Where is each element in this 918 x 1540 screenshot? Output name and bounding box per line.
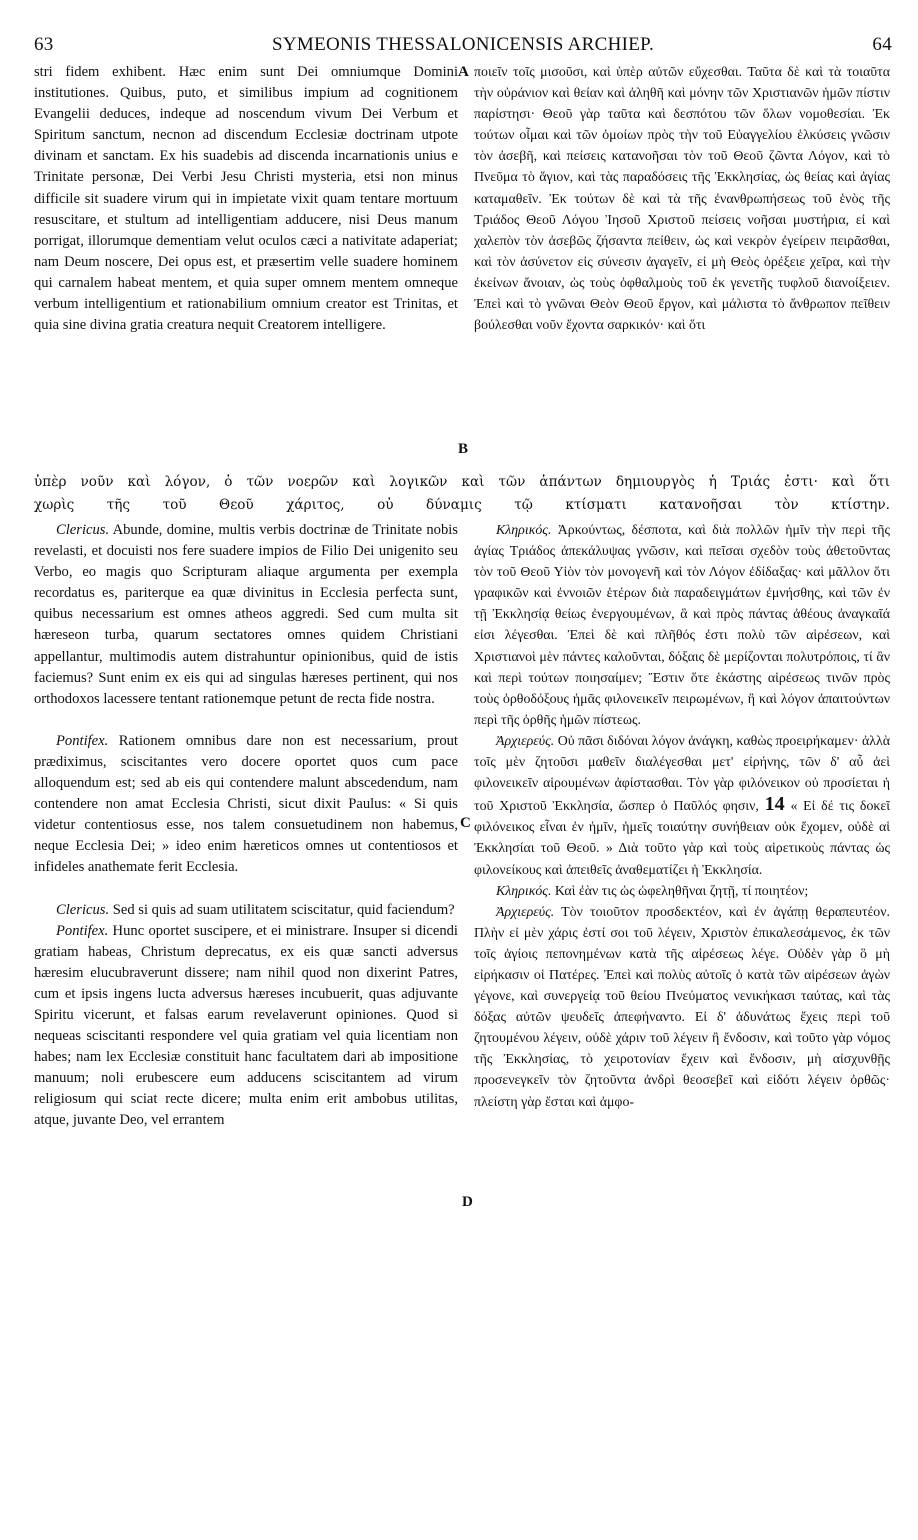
running-title: SYMEONIS THESSALONICENSIS ARCHIEP.: [272, 34, 654, 55]
greek-paragraph: ποιεῖν τοῖς μισοῦσι, καὶ ὑπὲρ αὐτῶν εὔχεσθαι. Ταῦτα δὲ καὶ τὰ τοιαῦτα τὴν οὐράνιον καὶ θείαν καὶ ἀληθῆ καὶ μόνην τῶν Χριστιανῶν ἡμῶν πίστιν παρίστησι· Θεοῦ γὰρ ταῦτα καὶ δεσπότου τῶν ὅλων νομοθεσίαι. Ἐκ τούτων οἶμαι καὶ τῶν ὁμοίων πρὸς τὴν τοῦ Εὐαγγελίου ἑλκύσεις γνῶσιν τὸν ἀσεβῆ, καὶ πείσεις κατανοῆσαι τὸν τοῦ Θεοῦ ζῶντα Λόγον, καὶ τὸ Πνεῦμα τὸ ἅγιον, καὶ τὰς παραδόσεις τῆς Ἐκκλησίας, ὡς θείας καὶ ἁγίας καταμαθεῖν. Ἐκ τούτων δὲ καὶ τὰ τῆς ἐνανθρωπήσεως τοῦ ἑνὸς τῆς Τριάδος Θεοῦ Λόγου Ἰησοῦ Χριστοῦ πείσεις νοῆσαι μυστήρια, εἰ καὶ χαλεπὸν τὸν ἀσεβῶς ζήσαντα πείθειν, ὡς καὶ νεκρὸν ἐγείρειν πειρᾶσθαι, καὶ τὸν ἀσύνετον εἰς σύνεσιν ἀγαγεῖν, εἰ μὴ Θεὸς ὀρέξειε χεῖρα, καὶ τὴν ἐκείνων ἄνοιαν, ὡς τοὺς ὀφθαλμοὺς τοῦ ἐκ γενετῆς τυφλοῦ διανοίξειεν. Ἐπεὶ καὶ τὸ γνῶναι Θεὸν Θεοῦ ἔργον, καὶ μάλιστα τὸ ἄνθρωπον πεῖθειν βούλεσθαι νοῦν ἔχοντα σαρκικόν· καὶ ὅτι: [474, 65, 890, 334]
speaker-label: Ἀρχιερεύς.: [496, 904, 555, 920]
speaker-label: Clericus.: [56, 901, 110, 918]
latin-column-top: [34, 62, 458, 468]
inline-section-number: 14: [764, 793, 785, 816]
speaker-label: Pontifex.: [56, 732, 109, 749]
greek-dialogue-klerikos-2: [474, 881, 890, 902]
speaker-label: Clericus.: [56, 522, 110, 538]
speech-text: Οὐ πᾶσι διδόναι λόγον ἀνάγκη, καθὼς προειρήκαμεν· ἀλλὰ τοῖς μὲν ζητοῦσι μαθεῖν διαλέγεσθαι μετ' εἰρήνης, τῶν δ' αὖ ἀεὶ φιλονεικεῖν αἱρουμένων ἀφίστασθαι. Τὸν γὰρ φιλόνεικον οὐ προσίεται ἡ τοῦ Χριστοῦ Ἐκκλησία, ὥσπερ ὁ Παῦλός φησιν,: [474, 733, 890, 815]
speech-text: Hunc oportet suscipere, et ei ministrare. Insuper si dicendi gratiam habeas, Christum deprecatus, ex eis quæ sancti adversus hæresim elucubraverunt dissere; nam nihil quod non dixerint Patres, cum et ipsis ingens lucta adversus hæreses incubuerit, quas adjuvante Spiritu vicerunt, et falsas earum revelaverunt opiniones. Quod si nequeas sciscitanti respondere vel quia gratiam vel quia licentiam non habes; nam lex Ecclesiæ constituit hanc facultatem dari ab impositione manuum; noli erubescere eum adducens sciscitantem ad virum religiosum qui sciat recte dicere; multa enim erit ambobus utilitas, atque, juvante Deo, vel errantem: [34, 922, 458, 1129]
latin-dialogue-clericus-2: [34, 900, 458, 921]
section-marker-c: C: [460, 815, 471, 831]
speech-text: Abunde, domine, multis verbis doctrinæ de Trinitate nobis revelasti, et docuisti nos fere suadere impios de Filio Dei unigenito seu Verbo, eo magis quo Scripturam aliaque argumenta per exempla recordatus es, pariterque ea quæ divinitus in Ecclesia perfecta sunt, quibus necessarium est omnes atheos aggredi. Sed cum multa sit hæreseon turba, quarum sectatores omnes quidem Christiani appellantur, multimodis autem distrahuntur opinionibus, quid de istis faciemus? Sunt enim ex eis qui ad singulas hæreses pertinent, qui nos orthodoxos lacessere tentant rationemque petunt de recta fide nostra.: [34, 522, 458, 707]
speaker-label: Κληρικός.: [496, 883, 552, 899]
speaker-label: Ἀρχιερεύς.: [496, 733, 555, 749]
latin-dialogue-clericus-1: [34, 520, 458, 710]
greek-span-line-1: ὑπὲρ νοῦν καὶ λόγον, ὁ τῶν νοερῶν καὶ λογικῶν καὶ τῶν ἁπάντων δημιουργὸς ἡ Τριάς ἐστι· καὶ ὅτι: [34, 474, 890, 490]
speech-text: Καὶ ἐὰν τις ὡς ὠφεληθῆναι ζητῇ, τί ποιητέον;: [551, 883, 809, 899]
speech-text-cont: « Εἰ δέ τις δοκεῖ φιλόνεικος εἶναι ἐν ἡμῖν, ἡμεῖς τοιαύτην συνήθειαν οὐκ ἔχομεν, οὐδὲ αἱ Ἐκκλησίαι τοῦ Θεοῦ. » Διὰ τοῦτο γὰρ καὶ τοὺς αἱρετικοὺς πάντας ὡς φιλονείκους καὶ ἀπειθεῖς ἀναθεματίζει ἡ Ἐκκλησία.: [474, 799, 890, 878]
page-number-right: 64: [872, 34, 892, 55]
latin-dialogue-pontifex-1: [34, 731, 458, 879]
greek-dialogue-archiereus-1: [474, 731, 890, 881]
latin-dialogue-pontifex-2: [34, 921, 458, 1132]
speaker-label: Pontifex.: [56, 922, 109, 939]
greek-span-line-2: χωρὶς τῆς τοῦ Θεοῦ χάριτος, οὐ δύναμις τῷ κτίσματι κατανοῆσαι τὸν κτίστην.: [34, 497, 890, 513]
speech-text: Ἀρκούντως, δέσποτα, καὶ διὰ πολλῶν ἡμῖν τὴν περὶ τῆς ἁγίας Τριάδος ἀπεκάλυψας γνῶσιν, καὶ πεῖσαι σχεδὸν τοὺς ἀθετοῦντας τὸν τοῦ Θεοῦ Υἱὸν τὸν μονογενῆ καὶ τὸν Λόγον ἐδίδαξας· καὶ μᾶλλον ὅτι γραφικῶν καὶ ἐννοιῶν ἑτέρων διὰ παραδειγμάτων ἐμνήσθης, καὶ τῶν ἐν τῇ Ἐκκλησίᾳ θείως ἐνεργουμένων, ἃ καὶ πρὸς πάντας ἀθέους ἀναγκαῖά εἰσι λέγεσθαι. Ἐπεὶ δὲ καὶ πλῆθός ἐστι πολὺ τῶν αἱρέσεων, καὶ Χριστιανοὶ μὲν πάντες καλοῦνται, δόξαις δὲ μερίζονται πολυτρόποις, τί ἂν καὶ περὶ τούτων ποιησαίμεν; Ἔστιν ὅτε ἑκάστης αἱρέσεως τινῶν πρὸς τοὺς ὀρθοδόξους ἡμᾶς φιλονεικεῖν πειρωμένων, ἢ καὶ λόγον ἀπαιτούντων περὶ τῆς ὀρθῆς ἡμῶν πίστεως.: [474, 523, 890, 728]
speech-text: Sed si quis ad suam utilitatem sciscitatur, quid faciendum?: [109, 901, 455, 918]
section-marker-b: B: [458, 441, 469, 457]
speaker-label: Κληρικός.: [496, 523, 552, 538]
section-marker-d: D: [462, 1194, 473, 1210]
greek-column-bottom: [474, 520, 890, 1520]
running-header: [34, 34, 892, 58]
speech-text: Τὸν τοιοῦτον προσδεκτέον, καὶ ἐν ἀγάπῃ θεραπευτέον. Πλὴν εἰ μὲν χάρις ἐστί σοι τοῦ λέγειν, Χριστὸν ἐπικαλεσάμενος, ἐκ τῶν τοῖς ἁγίοις πεπονημένων κατὰ τῆς αἱρέσεως λέγε. Οὐδὲν γὰρ ὃ μὴ εἰρήκασιν οἱ Πατέρες. Ἐπεὶ καὶ πολὺς αὐτοῖς ὁ κατὰ τῶν αἱρέσεων ἀγὼν γέγονε, καὶ συνεργείᾳ τοῦ θείου Πνεύματος νενικήκασι ταύτας, καὶ τὰς δόξας αὐτῶν ψευδεῖς ἀπεφήναντο. Εἰ δ' ἀδυνάτως ἔχεις περὶ τοῦ ζητουμένου λέγειν, οὐδὲ χάριν τοῦ λέγειν ἢ ἔνδοσιν, καὶ τοῦτο γὰρ νόμος τῆς Ἐκκλησίας, τὸ χειροτονίαν ἔχειν καὶ ἔνδοσιν, μὴ αἰσχυνθῇς προσενεγκεῖν τὸν ζητοῦντα ἀνδρὶ θεοσεβεῖ καὶ εἰδότι λέγειν ὀρθῶς· πλείστη γὰρ ἔσται καὶ ἀμφο-: [474, 904, 890, 1110]
greek-column-top: [474, 62, 890, 468]
speech-text: Rationem omnibus dare non est necessarium, prout prædiximus, sciscitantes vero docere oportet quos cum pace alloquendum est; sed ab eis qui contendere malunt abscedendum, nam contendere non amat Ecclesia Christi, sicut dixit Paulus: « Si quis videtur contentiosus esse, nos talem consuetudinem non habemus, neque Ecclesia Dei; » ideo enim hæreticos omnes ut contentiosos et infideles anathemate ferit Ecclesia.: [34, 732, 458, 876]
page-number-left: 63: [34, 34, 54, 55]
section-marker-a: A: [458, 64, 469, 80]
greek-dialogue-archiereus-2: [474, 902, 890, 1113]
latin-paragraph: stri fidem exhibent. Hæc enim sunt Dei omniumque Domini institutiones. Quibus, puto, et similibus impium ad cognitionem Evangelii deduces, indeque ad noscendum vivum Dei Verbum et Spiritum sanctum, necnon ad discendum Ecclesiæ doctrinam utpote divinam et sanctam. Ex his suadebis ad discenda incarnationis unius e Trinitate personæ, Dei Verbi Jesu Christi mysteria, etsi non minus difficile sit suadere virum qui in impietate vixit quam tentare mortuum resuscitare, et stultum ad intelligentiam adducere, nisi Deus manum porrigat, illorumque dementiam velut oculos cæci a nativitate adaperiat; nam Deum noscere, Dei opus est, et præsertim velle suadere hominem qui carnalem habeat mentem, et quia super omnem mentem omneque verbum intelligentium et rationabilium omnium creator est Trinitas, et quia sine divina gratia creatura nequit Creatorem intelligere.: [34, 64, 458, 334]
greek-dialogue-klerikos-1: [474, 520, 890, 731]
latin-column-bottom: [34, 520, 458, 1520]
